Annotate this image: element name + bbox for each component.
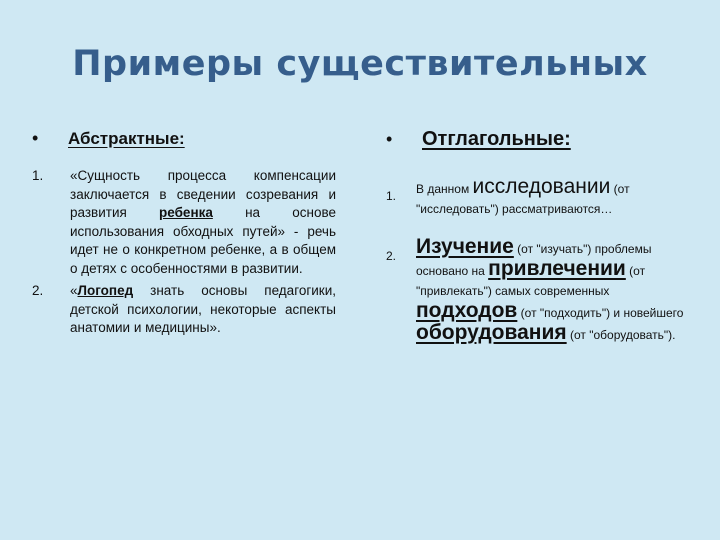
item-text: «Сущность процесса компенсации заключается в сведении созревания и развития ребенка на основе использования обходных путей» - речь идет не о конкретном ребенке, а в общем о детях с особенностями в развитии. [70,168,336,276]
abstract-examples-list [32,167,342,338]
item-text: Изучение (от "изучать") проблемы основано на привлечении (от "привлекать") самых современных подходов (от "подходить") и новейшего оборудования (от "оборудовать"). [416,235,684,344]
abstract-heading [32,128,342,149]
bullet-icon: • [386,129,393,149]
item-text: В данном исследовании (от "исследовать") рассматриваются… [416,175,630,216]
item-text: «Логопед знать основы педагогики, детской психологии, некоторые аспекты анатомии и медицины». [70,283,336,335]
abstract-nouns-column [32,128,342,342]
highlighted-noun: оборудования [416,321,567,344]
highlighted-noun: исследовании [472,175,611,198]
verbal-nouns-column [386,128,696,363]
highlighted-noun: подходов [416,299,518,322]
highlighted-noun: Изучение [416,235,514,258]
list-item [32,167,342,278]
bullet-icon: • [32,128,39,148]
slide-title: Примеры существительных [72,44,648,84]
verbal-examples-list [386,177,696,345]
highlighted-noun: ребенка [159,205,213,220]
abstract-heading-text: Абстрактные: [68,129,185,148]
list-item [32,282,342,338]
verbal-heading-text: Отглагольные: [422,128,571,150]
highlighted-noun: привлечении [488,257,626,280]
verbal-heading [386,128,696,151]
item-number: 1. [32,168,44,183]
item-number: 2. [386,249,397,263]
item-number: 1. [386,189,397,203]
list-item [386,237,696,345]
highlighted-noun: Логопед [77,283,134,298]
list-item [386,177,696,219]
item-number: 2. [32,283,44,298]
